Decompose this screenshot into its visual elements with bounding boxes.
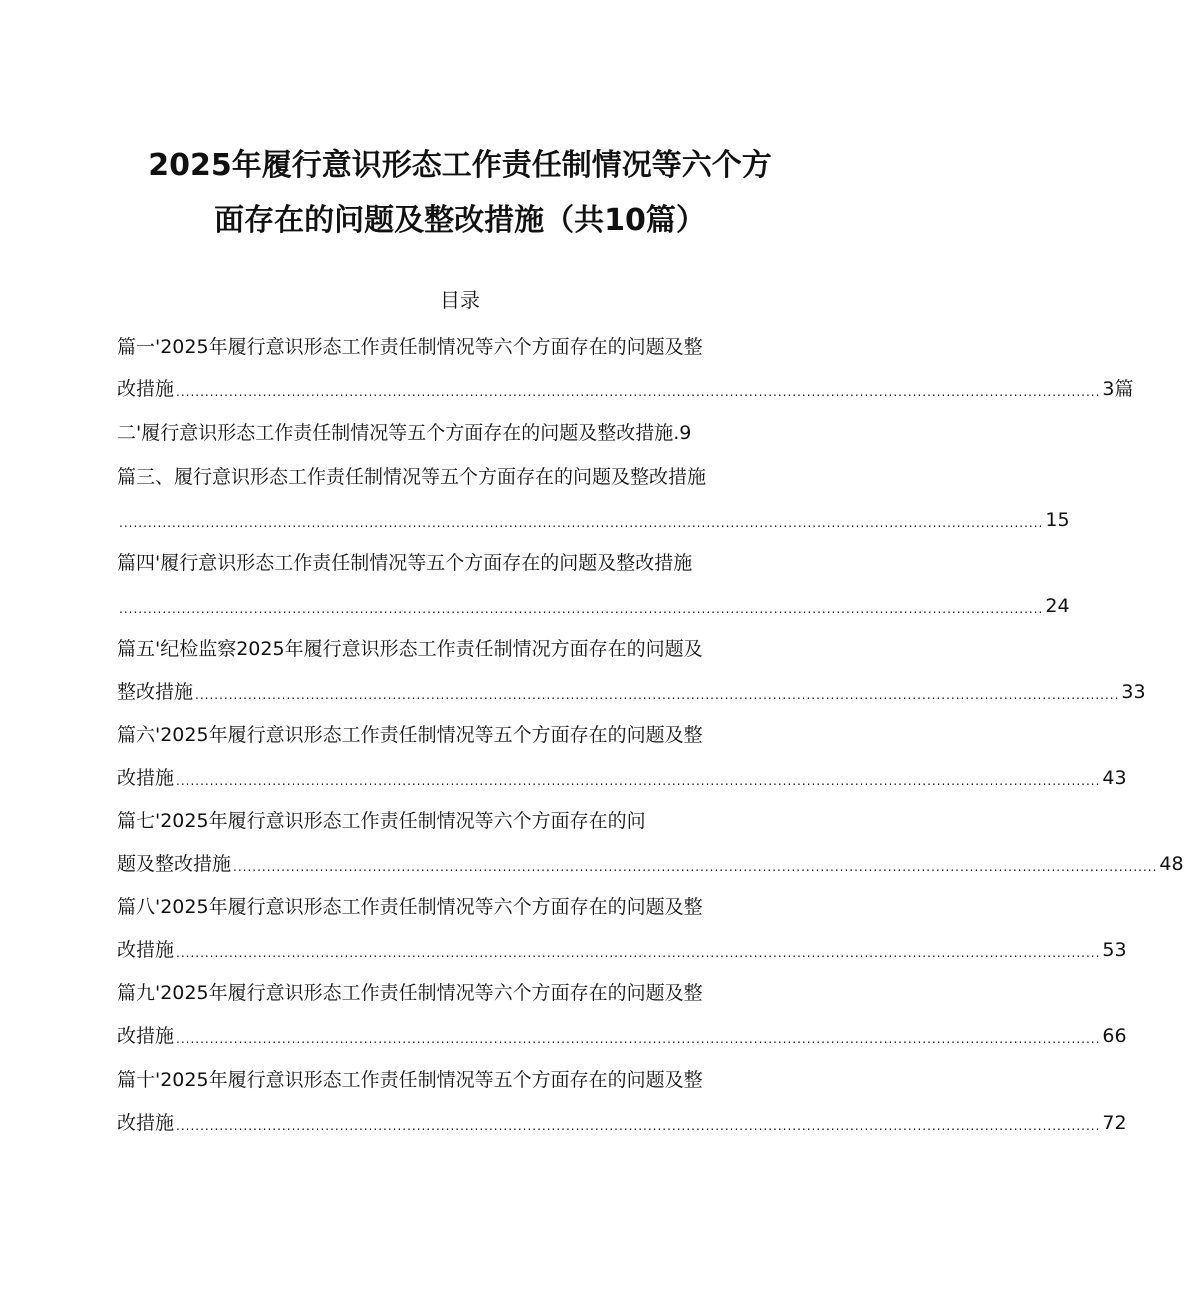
toc-leader-dots: ................................................................................................................................................................................................: [176, 1032, 1101, 1046]
toc-entry-text: 改措施: [117, 378, 175, 400]
toc-line[interactable]: [117, 765, 1127, 791]
toc-heading: 目录: [440, 288, 480, 312]
toc-leader-dots: ................................................................................................................................................................................................: [119, 602, 1044, 616]
toc-line[interactable]: 篇九'2025年履行意识形态工作责任制情况等六个方面存在的问题及整: [117, 982, 703, 1004]
toc-page-number: 15: [1045, 509, 1070, 531]
toc-leader-dots: ................................................................................................................................................................................................: [176, 774, 1101, 788]
toc-line[interactable]: 篇一'2025年履行意识形态工作责任制情况等六个方面存在的问题及整: [117, 336, 703, 358]
toc-line[interactable]: 篇五'纪检监察2025年履行意识形态工作责任制情况方面存在的问题及: [117, 638, 703, 660]
toc-line[interactable]: 篇八'2025年履行意识形态工作责任制情况等六个方面存在的问题及整: [117, 896, 703, 918]
toc-entry-text: 改措施: [117, 1025, 175, 1047]
toc-line[interactable]: 篇三、履行意识形态工作责任制情况等五个方面存在的问题及整改措施: [117, 466, 707, 488]
toc-leader-dots: ................................................................................................................................................................................................: [119, 516, 1044, 530]
toc-line[interactable]: 篇七'2025年履行意识形态工作责任制情况等六个方面存在的问: [117, 810, 646, 832]
toc-line[interactable]: [117, 1110, 1127, 1136]
toc-line[interactable]: 篇四'履行意识形态工作责任制情况等五个方面存在的问题及整改措施: [117, 552, 693, 574]
document-title-line-1: 2025年履行意识形态工作责任制情况等六个方: [148, 148, 772, 183]
toc-page-number: 3篇: [1102, 378, 1134, 400]
toc-leader-dots: ................................................................................................................................................................................................: [176, 1119, 1101, 1133]
toc-leader-dots: ................................................................................................................................................................................................: [195, 688, 1120, 702]
toc-line[interactable]: [117, 507, 1070, 533]
toc-line[interactable]: [117, 376, 1134, 402]
toc-page-number: 24: [1045, 595, 1070, 617]
toc-leader-dots: ................................................................................................................................................................................................: [176, 385, 1101, 399]
toc-entry-text: 改措施: [117, 767, 175, 789]
toc-leader-dots: ................................................................................................................................................................................................: [176, 946, 1101, 960]
toc-line[interactable]: [117, 937, 1127, 963]
toc-line[interactable]: [117, 679, 1146, 705]
toc-page-number: 66: [1102, 1025, 1127, 1047]
document-title-line-2: 面存在的问题及整改措施（共10篇）: [214, 203, 706, 238]
toc-entry-text: 改措施: [117, 939, 175, 961]
toc-line[interactable]: [117, 593, 1070, 619]
toc-page-number: 43: [1102, 767, 1127, 789]
toc-line[interactable]: [117, 1023, 1127, 1049]
toc-page-number: 48: [1159, 853, 1184, 875]
toc-leader-dots: ................................................................................................................................................................................................: [233, 860, 1158, 874]
toc-page-number: 72: [1102, 1112, 1127, 1134]
toc-page-number: 53: [1102, 939, 1127, 961]
toc-entry-text: 题及整改措施: [117, 853, 232, 875]
toc-line[interactable]: [117, 851, 1184, 877]
toc-entry-text: 整改措施: [117, 681, 194, 703]
toc-page-number: 33: [1121, 681, 1146, 703]
toc-line[interactable]: 篇十'2025年履行意识形态工作责任制情况等五个方面存在的问题及整: [117, 1069, 703, 1091]
toc-line[interactable]: 篇六'2025年履行意识形态工作责任制情况等五个方面存在的问题及整: [117, 724, 703, 746]
toc-entry-text: 改措施: [117, 1112, 175, 1134]
toc-line[interactable]: 二'履行意识形态工作责任制情况等五个方面存在的问题及整改措施.9: [117, 422, 692, 444]
